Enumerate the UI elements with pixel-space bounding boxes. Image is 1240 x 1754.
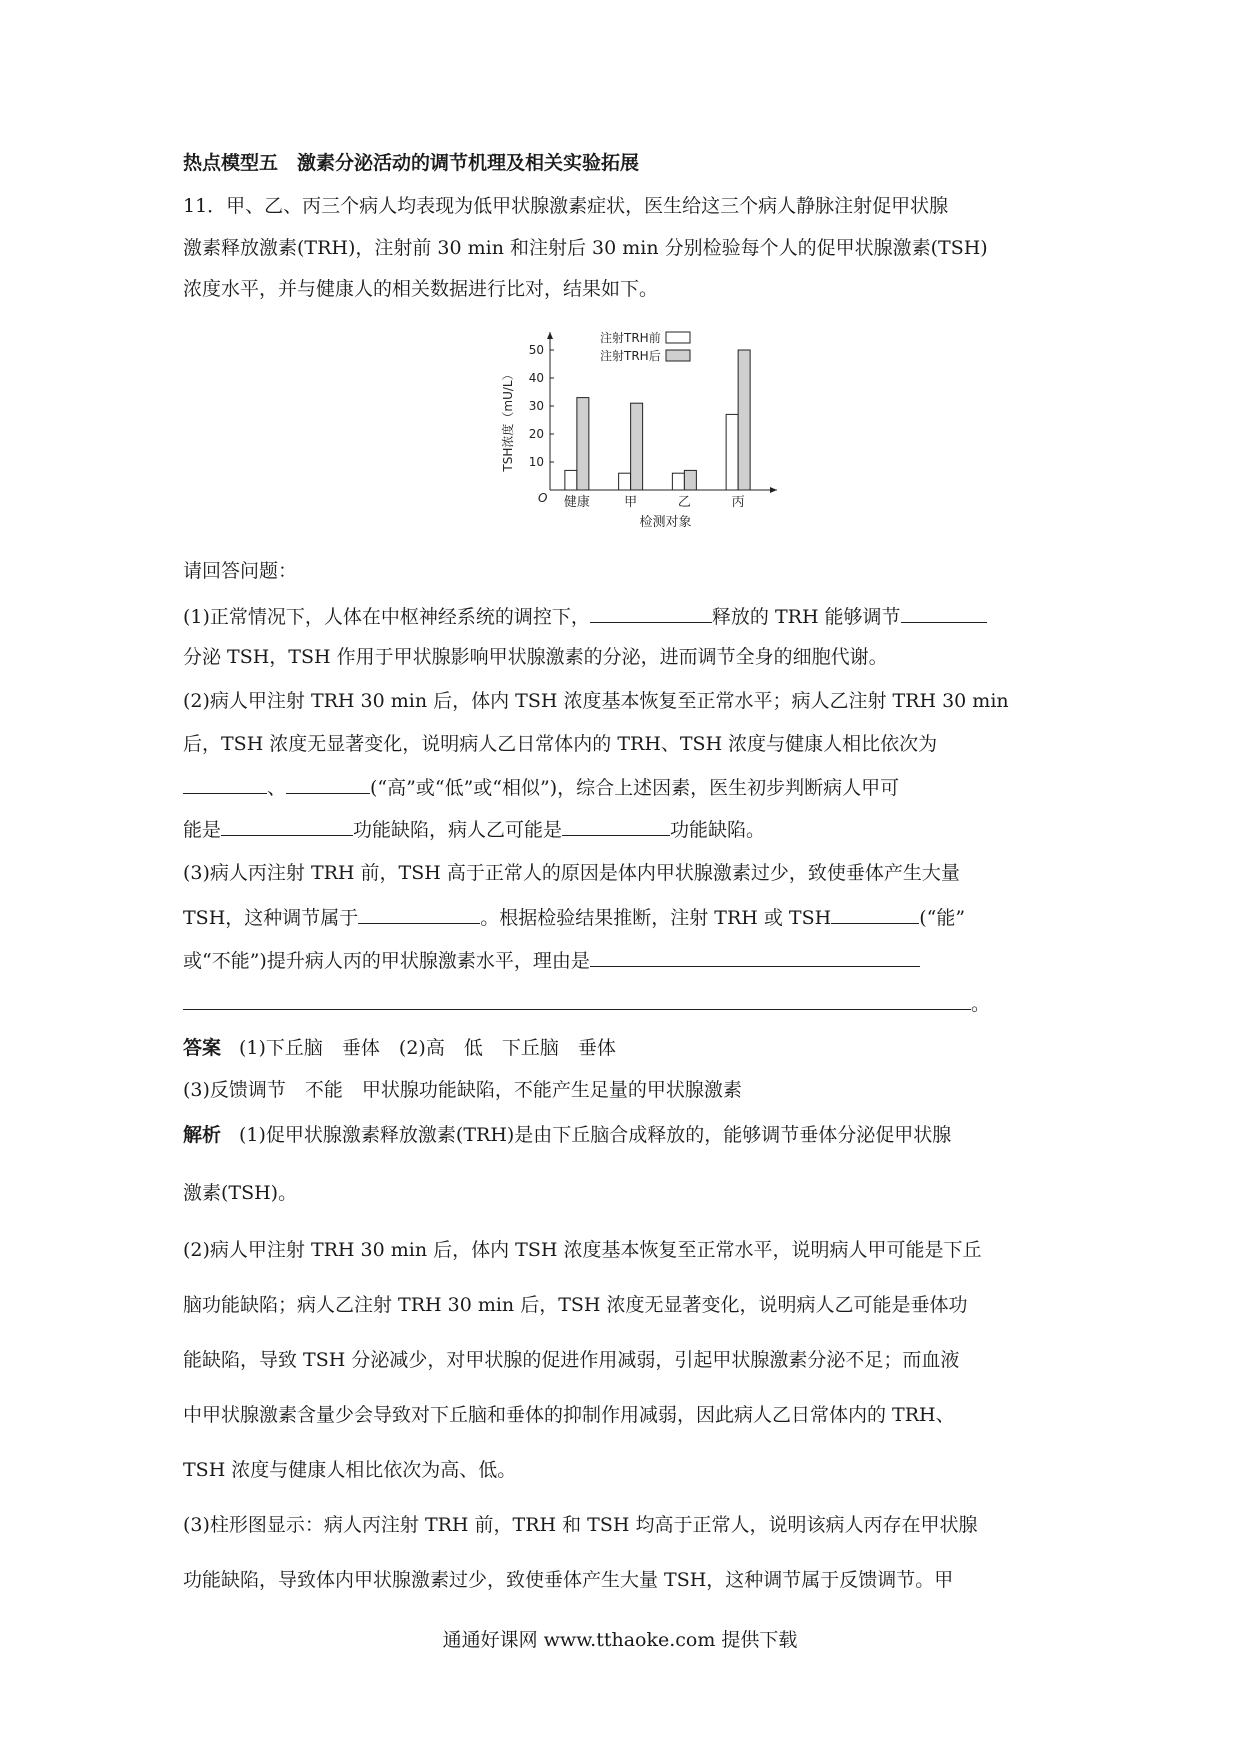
category-label: 健康 xyxy=(563,495,590,510)
analysis-p3-line-2: 功能缺陷，导致体内甲状腺激素过少，致使垂体产生大量 TSH，这种调节属于反馈调节。甲 xyxy=(183,1569,954,1591)
analysis-p1-line-2: 激素(TSH)。 xyxy=(183,1182,298,1204)
analysis-label: 解析 xyxy=(183,1124,222,1146)
legend-label: 注射TRH后 xyxy=(600,349,661,363)
answer-label: 答案 xyxy=(183,1037,222,1059)
question-line-3: 浓度水平，并与健康人的相关数据进行比对，结果如下。 xyxy=(183,278,659,300)
q3-line-4 xyxy=(183,989,990,1017)
q1-blank-1[interactable] xyxy=(590,602,712,623)
question-line-2: 激素释放激素(TRH)，注射前 30 min 和注射后 30 min 分别检验每个人的促甲状腺激素(TSH) xyxy=(183,237,988,259)
y-tick-label: 20 xyxy=(528,427,544,441)
y-tick-label: 30 xyxy=(528,399,544,413)
legend-swatch xyxy=(666,350,690,361)
bar-after xyxy=(631,403,643,490)
q2-sep: 、 xyxy=(267,777,287,799)
y-tick-label: 10 xyxy=(528,455,544,469)
q2-blank-1[interactable] xyxy=(183,773,267,794)
q2-text-c: 功能缺陷。 xyxy=(670,819,766,841)
analysis-p2-line-1: (2)病人甲注射 TRH 30 min 后，体内 TSH 浓度基本恢复至正常水平，说明病人甲可能是下丘 xyxy=(183,1239,982,1261)
origin-label: O xyxy=(538,491,548,505)
q2-text-a: 能是 xyxy=(183,819,222,841)
q2-blank-3[interactable] xyxy=(221,815,353,836)
analysis-p2-line-4: 中甲状腺激素含量少会导致对下丘脑和垂体的抑制作用减弱，因此病人乙日常体内的 TRH、 xyxy=(183,1404,955,1426)
q1-blank-2[interactable] xyxy=(901,602,987,623)
analysis-p1-l1: (1)促甲状腺激素释放激素(TRH)是由下丘脑合成释放的，能够调节垂体分泌促甲状腺 xyxy=(239,1124,952,1146)
legend-swatch xyxy=(666,332,690,343)
x-axis-arrow xyxy=(770,487,777,493)
y-axis-arrow xyxy=(547,332,553,339)
footer-credit: 通通好课网 www.tthaoke.com 提供下载 xyxy=(442,1629,798,1651)
bar-before xyxy=(619,473,631,490)
q3-text-c: (“能” xyxy=(919,907,966,929)
q2-line-1: (2)病人甲注射 TRH 30 min 后，体内 TSH 浓度基本恢复至正常水平；病人乙注射 TRH 30 min xyxy=(183,690,1009,712)
q1-line-1 xyxy=(183,602,987,630)
q3-blank-2[interactable] xyxy=(831,903,919,924)
category-label: 甲 xyxy=(624,495,638,510)
q3-blank-1[interactable] xyxy=(358,903,480,924)
y-tick-label: 40 xyxy=(528,371,544,385)
bar-before xyxy=(726,414,738,490)
q2-line-2: 后，TSH 浓度无显著变化，说明病人乙日常体内的 TRH、TSH 浓度与健康人相比依次为 xyxy=(183,733,938,755)
q2-text-b: 功能缺陷，病人乙可能是 xyxy=(353,819,563,841)
q2-line-3 xyxy=(183,773,899,801)
answer-text-1: (1)下丘脑 垂体 (2)高 低 下丘脑 垂体 xyxy=(239,1037,616,1059)
q2-blank-2[interactable] xyxy=(286,773,370,794)
q3-line-2 xyxy=(183,903,965,931)
q3-text-l3: 或“不能”)提升病人丙的甲状腺激素水平，理由是 xyxy=(183,950,590,972)
q3-blank-3[interactable] xyxy=(590,946,920,967)
section-title: 热点模型五 激素分泌活动的调节机理及相关实验拓展 xyxy=(183,152,640,174)
q2-text-rest: (“高”或“低”或“相似”)，综合上述因素，医生初步判断病人甲可 xyxy=(370,777,900,799)
y-axis-label: TSH浓度（mU/L） xyxy=(501,368,515,472)
answer-line-2: (3)反馈调节 不能 甲状腺功能缺陷，不能产生足量的甲状腺激素 xyxy=(183,1079,742,1101)
answer-line-1 xyxy=(183,1035,616,1061)
analysis-p2-line-5: TSH 浓度与健康人相比依次为高、低。 xyxy=(183,1459,517,1481)
q1-text-a: (1)正常情况下，人体在中枢神经系统的调控下， xyxy=(183,606,590,628)
q3-line-1: (3)病人丙注射 TRH 前，TSH 高于正常人的原因是体内甲状腺激素过少，致使垂体产生大量 xyxy=(183,862,960,884)
analysis-line-1 xyxy=(183,1122,951,1148)
q3-end: 。 xyxy=(971,993,991,1015)
q2-line-4 xyxy=(183,815,765,843)
bar-before xyxy=(672,473,684,490)
bar-before xyxy=(565,470,577,490)
analysis-p2-line-2: 脑功能缺陷；病人乙注射 TRH 30 min 后，TSH 浓度无显著变化，说明病人乙可能是垂体功 xyxy=(183,1294,968,1316)
tsh-bar-chart xyxy=(500,320,790,540)
q1-text-b: 释放的 TRH 能够调节 xyxy=(711,606,901,628)
analysis-p3-line-1: (3)柱形图显示：病人丙注射 TRH 前，TRH 和 TSH 均高于正常人，说明该病人丙存在甲状腺 xyxy=(183,1514,978,1536)
category-label: 丙 xyxy=(731,495,745,510)
q2-blank-4[interactable] xyxy=(562,815,670,836)
q1-line-2: 分泌 TSH，TSH 作用于甲状腺影响甲状腺激素的分泌，进而调节全身的细胞代谢。 xyxy=(183,646,888,668)
legend-label: 注射TRH前 xyxy=(600,331,661,345)
q3-blank-4[interactable] xyxy=(183,989,971,1010)
question-line-1: 11．甲、乙、丙三个病人均表现为低甲状腺激素症状，医生给这三个病人静脉注射促甲状腺 xyxy=(183,195,949,217)
q3-text-b: 。根据检验结果推断，注射 TRH 或 TSH xyxy=(480,907,832,929)
prompt: 请回答问题： xyxy=(183,560,298,582)
bar-after xyxy=(738,350,750,490)
bar-after xyxy=(577,398,589,490)
bar-after xyxy=(684,470,696,490)
category-label: 乙 xyxy=(677,495,691,510)
y-tick-label: 50 xyxy=(528,343,544,357)
x-axis-label: 检测对象 xyxy=(639,515,692,530)
analysis-p2-line-3: 能缺陷，导致 TSH 分泌减少，对甲状腺的促进作用减弱，引起甲状腺激素分泌不足；而血液 xyxy=(183,1349,960,1371)
q3-text-a: TSH，这种调节属于 xyxy=(183,907,359,929)
q3-line-3 xyxy=(183,946,920,974)
